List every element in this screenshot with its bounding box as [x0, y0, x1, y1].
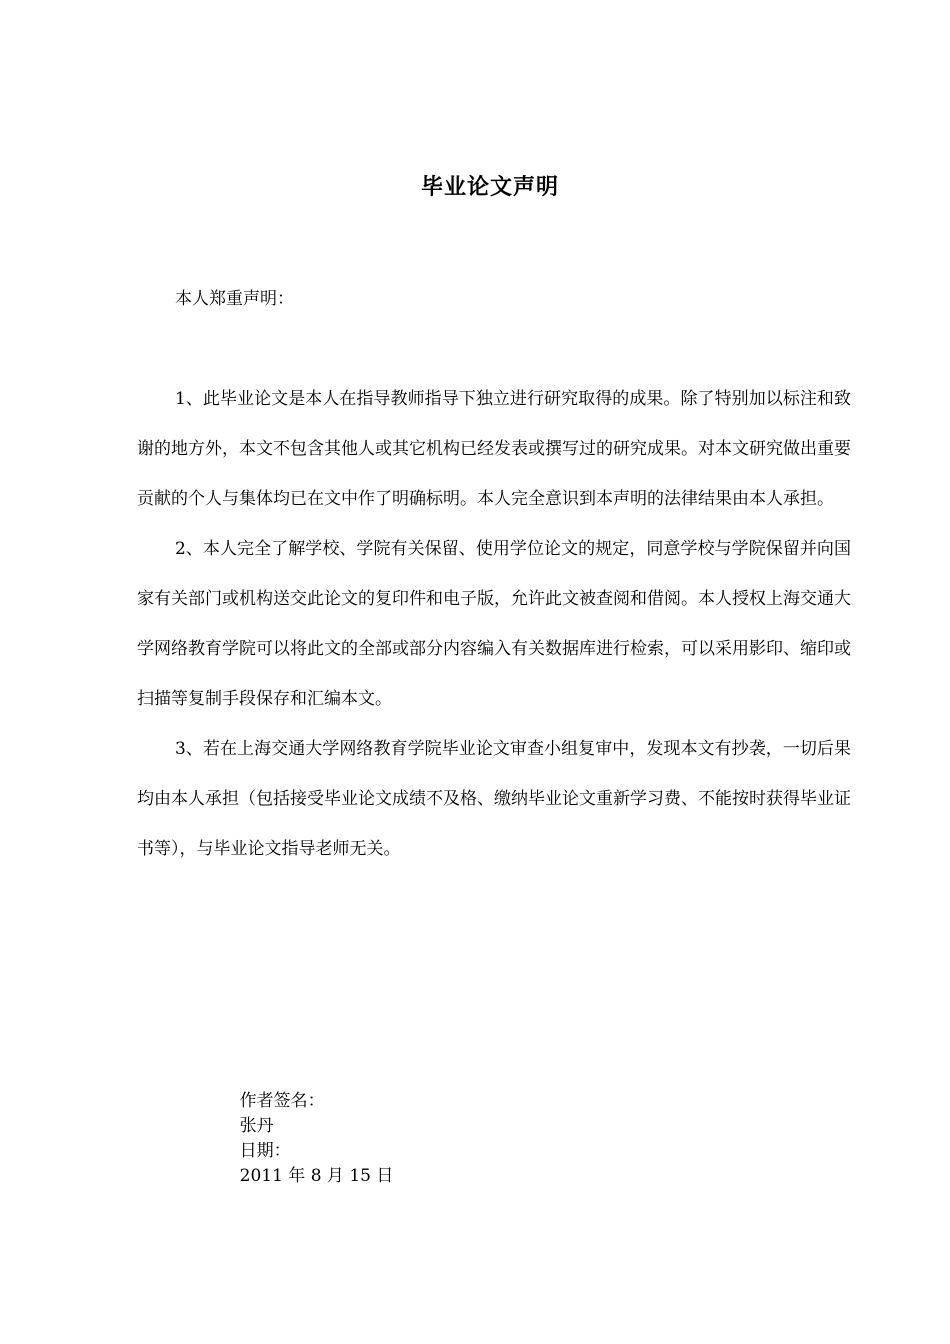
page-title: 毕业论文声明 [420, 175, 559, 200]
signature-line [218, 1066, 393, 1206]
author-signature-name: 张丹 [239, 1116, 274, 1136]
intro-line: 本人郑重声明： [175, 289, 294, 309]
date-value: 2011 年 8 月 15 日 [239, 1166, 394, 1186]
author-signature-label: 作者签名： [239, 1091, 325, 1111]
declaration-body [137, 374, 851, 874]
date-label: 日期： [239, 1141, 291, 1161]
declaration-paragraph-1: 1、此毕业论文是本人在指导教师指导下独立进行研究取得的成果。除了特别加以标注和致谢的地方外，本文不包含其他人或其它机构已经发表或撰写过的研究成果。对本文研究做出重要贡献的个人与集体均已在文中作了明确标明。本人完全意识到本声明的法律结果由本人承担。 [137, 389, 851, 509]
declaration-paragraph-2: 2、本人完全了解学校、学院有关保留、使用学位论文的规定，同意学校与学院保留并向国家有关部门或机构送交此论文的复印件和电子版，允许此文被查阅和借阅。本人授权上海交通大学网络教育学院可以将此文的全部或部分内容编入有关数据库进行检索，可以采用影印、缩印或扫描等复制手段保存和汇编本文。 [137, 539, 851, 709]
declaration-paragraph-3: 3、若在上海交通大学网络教育学院毕业论文审查小组复审中，发现本文有抄袭，一切后果均由本人承担（包括接受毕业论文成绩不及格、缴纳毕业论文重新学习费、不能按时获得毕业证书等），与毕业论文指导老师无关。 [137, 739, 851, 859]
